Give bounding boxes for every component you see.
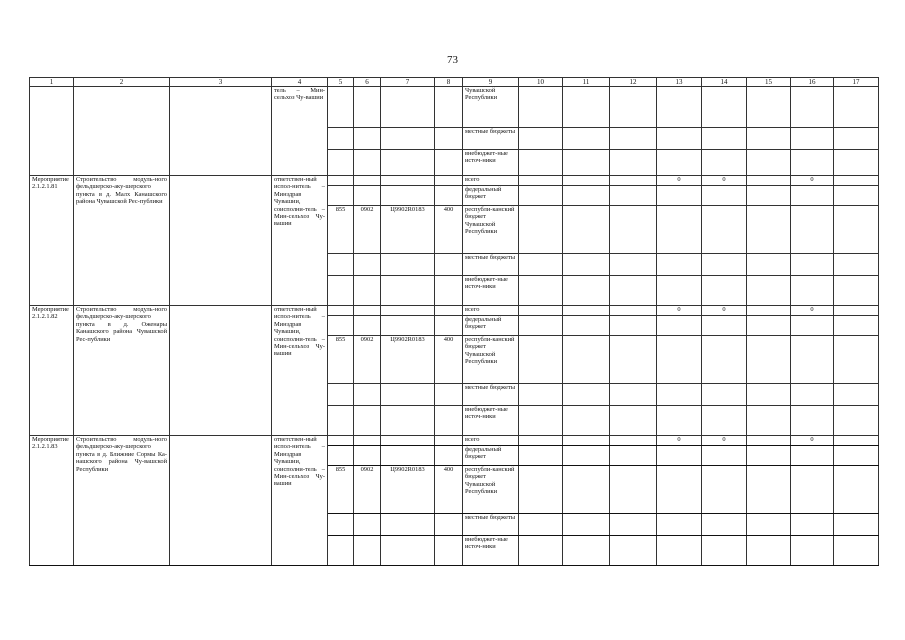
value-cell: 0 xyxy=(791,306,834,316)
event-cell: Мероприятие 2.1.2.1.81 xyxy=(30,176,74,306)
column-header: 17 xyxy=(834,78,879,87)
table-row xyxy=(30,87,879,128)
event-cell: Мероприятие 2.1.2.1.83 xyxy=(30,436,74,566)
rz-cell: 0902 xyxy=(354,336,381,384)
source-cell: внебюджет-ные источ-ники xyxy=(463,150,519,176)
executor-cell: тель – Мин-сельхоз Чу-вашии xyxy=(272,87,328,176)
event-cell: Мероприятие 2.1.2.1.82 xyxy=(30,306,74,436)
source-cell: местные бюджеты xyxy=(463,384,519,406)
source-cell: внебюджет-ные источ-ники xyxy=(463,406,519,436)
column-header: 5 xyxy=(328,78,354,87)
column-header: 7 xyxy=(381,78,435,87)
column-header: 11 xyxy=(563,78,610,87)
table-row xyxy=(30,306,879,316)
source-cell: Чувашской Республики xyxy=(463,87,519,128)
column-header: 1 xyxy=(30,78,74,87)
column-header: 3 xyxy=(170,78,272,87)
event-title-cell: Строительство модуль-ного фельдшерско-аку-шерского пункта в д. Оженары Канашского района Чувашской Рес-публики xyxy=(74,306,170,436)
grbs-cell: 855 xyxy=(328,466,354,514)
page-number: 73 xyxy=(447,54,458,66)
column-header: 12 xyxy=(610,78,657,87)
value-cell: 0 xyxy=(657,436,702,446)
column-header: 10 xyxy=(519,78,563,87)
rz-cell: 0902 xyxy=(354,466,381,514)
grbs-cell: 855 xyxy=(328,206,354,254)
column-header: 2 xyxy=(74,78,170,87)
column-header: 8 xyxy=(435,78,463,87)
value-cell: 0 xyxy=(702,306,747,316)
value-cell: 0 xyxy=(791,176,834,186)
source-cell: федеральный бюджет xyxy=(463,446,519,466)
source-cell: всего xyxy=(463,306,519,316)
csr-cell: Ц9902R0183 xyxy=(381,206,435,254)
rz-cell: 0902 xyxy=(354,206,381,254)
grbs-cell: 855 xyxy=(328,336,354,384)
value-cell: 0 xyxy=(657,176,702,186)
column-header: 15 xyxy=(747,78,791,87)
source-cell: местные бюджеты xyxy=(463,514,519,536)
source-cell: федеральный бюджет xyxy=(463,316,519,336)
source-cell: внебюджет-ные источ-ники xyxy=(463,276,519,306)
csr-cell: Ц9902R0183 xyxy=(381,466,435,514)
source-cell: федеральный бюджет xyxy=(463,186,519,206)
header-row xyxy=(30,78,879,87)
column-header: 4 xyxy=(272,78,328,87)
executor-cell: ответствен-ный испол-нитель – Минздрав Чувашии, соисполни-тель – Мин-сельхоз Чу-вашии xyxy=(272,176,328,306)
source-cell: внебюджет-ные источ-ники xyxy=(463,536,519,566)
column-header: 9 xyxy=(463,78,519,87)
vr-cell: 400 xyxy=(435,466,463,514)
value-cell: 0 xyxy=(791,436,834,446)
value-cell: 0 xyxy=(702,436,747,446)
source-cell: местные бюджеты xyxy=(463,254,519,276)
source-cell: всего xyxy=(463,436,519,446)
source-cell: местные бюджеты xyxy=(463,128,519,150)
csr-cell: Ц9902R0183 xyxy=(381,336,435,384)
vr-cell: 400 xyxy=(435,206,463,254)
executor-cell: ответствен-ный испол-нитель – Минздрав Чувашии, соисполни-тель – Мин-сельхоз Чу-вашии xyxy=(272,436,328,566)
budget-table xyxy=(29,77,879,566)
event-title-cell: Строительство модуль-ного фельдшерско-аку-шерского пункта в д. Малх Канашского района Чувашской Рес-публики xyxy=(74,176,170,306)
column-header: 13 xyxy=(657,78,702,87)
source-cell: республи-канский бюджет Чувашской Республики xyxy=(463,466,519,514)
source-cell: всего xyxy=(463,176,519,186)
table-row xyxy=(30,436,879,446)
source-cell: республи-канский бюджет Чувашской Республики xyxy=(463,206,519,254)
value-cell: 0 xyxy=(657,306,702,316)
table-row xyxy=(30,176,879,186)
column-header: 16 xyxy=(791,78,834,87)
column-header: 6 xyxy=(354,78,381,87)
source-cell: республи-канский бюджет Чувашской Республики xyxy=(463,336,519,384)
column-header: 14 xyxy=(702,78,747,87)
executor-cell: ответствен-ный испол-нитель – Минздрав Чувашии, соисполни-тель – Мин-сельхоз Чу-вашии xyxy=(272,306,328,436)
vr-cell: 400 xyxy=(435,336,463,384)
value-cell: 0 xyxy=(702,176,747,186)
event-title-cell: Строительство модуль-ного фельдшерско-аку-шерского пункта в д. Ближние Сормы Ка-нашского района Чу-вашской Республики xyxy=(74,436,170,566)
